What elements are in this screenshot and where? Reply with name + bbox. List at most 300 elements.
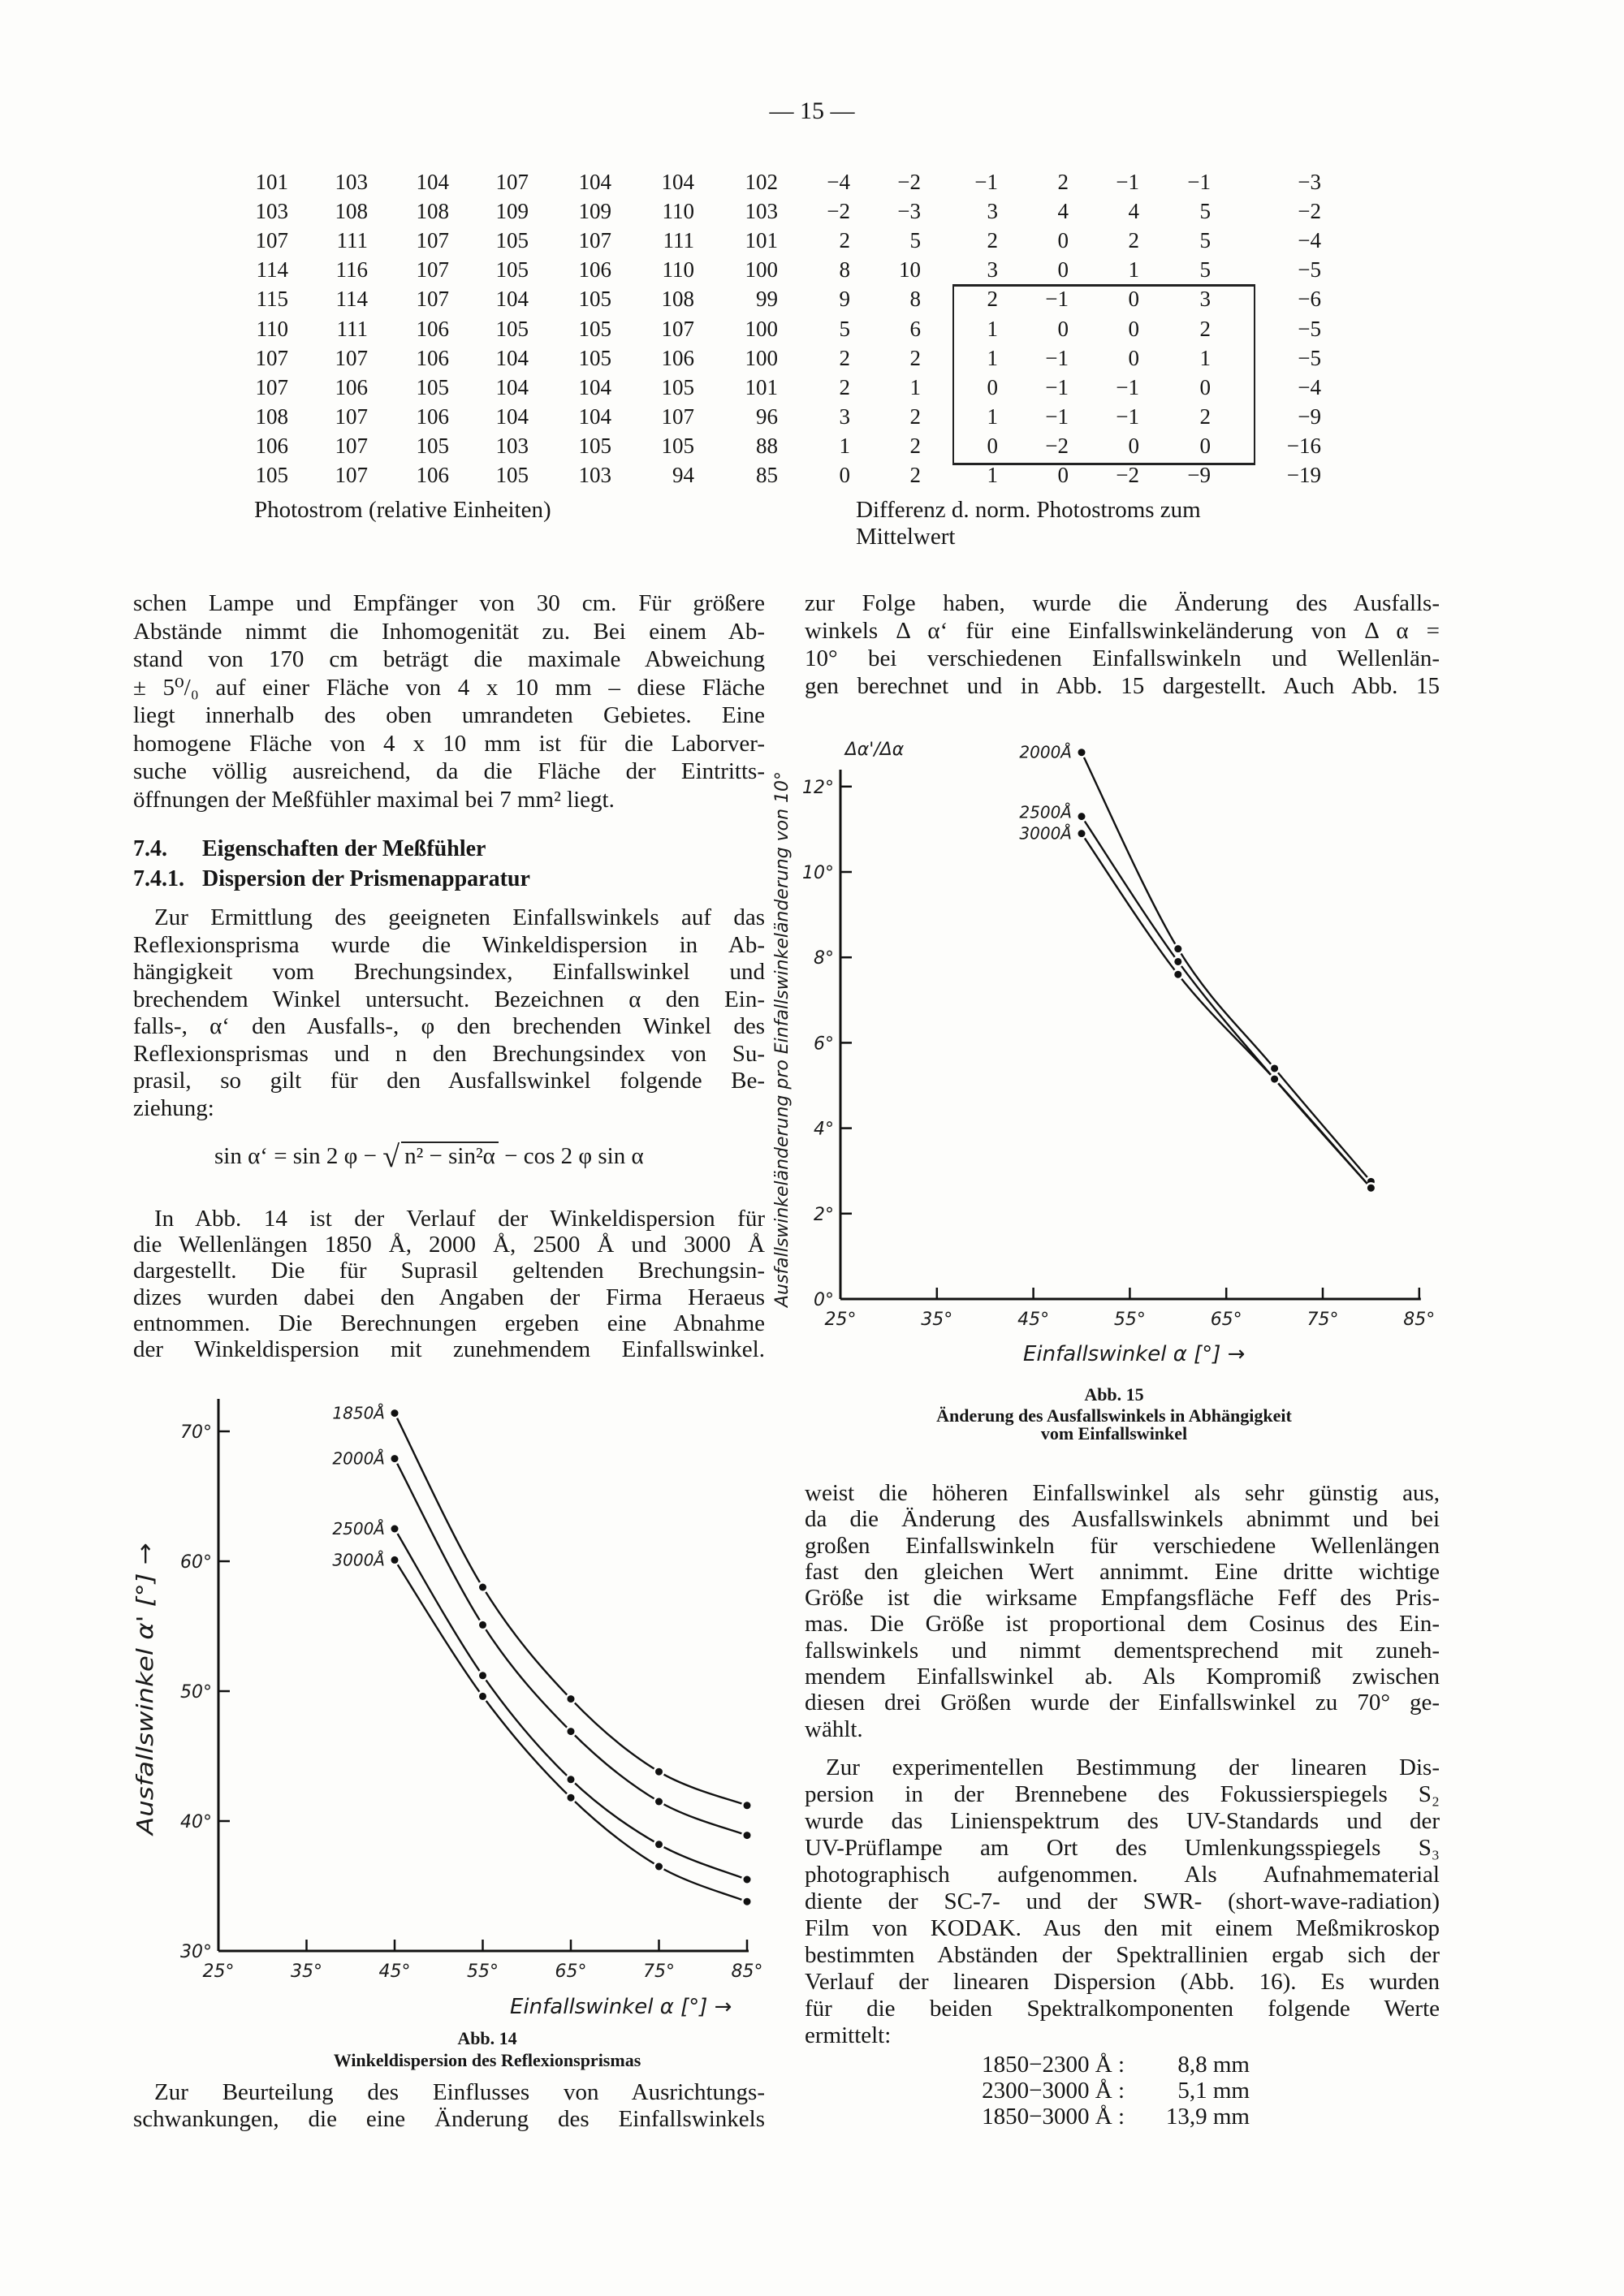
table-cell: 2 bbox=[987, 228, 998, 253]
figure-caption-14 bbox=[244, 2030, 731, 2069]
table-cell: 2 bbox=[909, 463, 921, 487]
table-cell: 108 bbox=[255, 404, 288, 429]
formula bbox=[214, 1139, 644, 1175]
table-cell: 0 bbox=[1057, 316, 1069, 341]
data-point bbox=[1174, 971, 1181, 978]
table-cell: 107 bbox=[255, 228, 288, 253]
table-cell: 101 bbox=[255, 170, 288, 194]
formula-prefix: sin α‘ = sin 2 φ − bbox=[214, 1143, 377, 1169]
paragraph bbox=[133, 1206, 765, 1362]
data-point bbox=[568, 1695, 575, 1703]
table-cell: 1 bbox=[1128, 257, 1139, 283]
table-cell: 107 bbox=[255, 374, 288, 399]
table-cell: 101 bbox=[745, 228, 778, 253]
table-cell: 0 bbox=[1057, 228, 1069, 253]
paragraph bbox=[133, 589, 765, 814]
table-cell: 106 bbox=[578, 257, 611, 283]
text-line: für die beiden Spektralkomponenten folgende Werte bbox=[805, 1996, 1440, 2022]
text-line: bestimmten Abständen der Spektrallinien ergab sich der bbox=[805, 1942, 1440, 1968]
table-cell: 0 bbox=[839, 463, 850, 487]
table-cell: −2 bbox=[1045, 433, 1069, 458]
table-cell: 114 bbox=[335, 287, 368, 312]
table-cell: −19 bbox=[1286, 463, 1321, 487]
text-line: prasil, so gilt für den Ausfallswinkel folgende Be- bbox=[133, 1068, 765, 1094]
table-cell: 104 bbox=[495, 345, 529, 370]
x-tick-label: 45° bbox=[378, 1962, 411, 1982]
text-line: zur Folge haben, wurde die Änderung des Ausfalls- bbox=[805, 590, 1440, 616]
subsection-heading bbox=[133, 866, 530, 892]
value-row bbox=[950, 2104, 1250, 2130]
chart-abb15 bbox=[763, 731, 1445, 1372]
data-point bbox=[391, 1455, 399, 1462]
y-tick-label: 50° bbox=[180, 1682, 212, 1703]
text-line: falls-, α‘ den Ausfalls-, φ den brechenden Winkel des bbox=[133, 1013, 765, 1039]
data-point bbox=[744, 1802, 751, 1809]
data-point bbox=[744, 1876, 751, 1884]
text-line: diente der SC-7- und der SWR- (short-wave-radiation) bbox=[805, 1888, 1440, 1914]
value-row bbox=[950, 2052, 1250, 2078]
text-line: mendem Einfallswinkel ab. Als Kompromiß zwischen bbox=[805, 1664, 1440, 1690]
y-tick-label: 6° bbox=[814, 1034, 834, 1055]
data-point bbox=[479, 1672, 486, 1679]
x-tick-label: 65° bbox=[1210, 1310, 1242, 1330]
table-cell: −5 bbox=[1298, 345, 1321, 370]
table-cell: 105 bbox=[495, 257, 529, 283]
text-line: wählt. bbox=[805, 1716, 863, 1742]
table-cell: 106 bbox=[335, 374, 368, 399]
y-tick-label: 4° bbox=[814, 1119, 834, 1140]
table-cell: 104 bbox=[578, 170, 611, 194]
table-cell: 0 bbox=[987, 433, 998, 458]
series-label: 2500Å bbox=[1019, 802, 1072, 822]
table-cell: 0 bbox=[1057, 257, 1069, 283]
table-cell: 104 bbox=[495, 287, 529, 312]
table-cell: 107 bbox=[335, 345, 368, 370]
text-line: hängigkeit vom Brechungsindex, Einfallswinkel und bbox=[133, 959, 765, 985]
x-tick-label: 55° bbox=[467, 1962, 499, 1982]
y-tick-label: 40° bbox=[180, 1812, 212, 1832]
table-cell: 1 bbox=[987, 345, 998, 370]
text-line: winkels Δ α‘ für eine Einfallswinkeländerung von Δ α = bbox=[805, 618, 1440, 644]
text-line: Zur Beurteilung des Einflusses von Ausrichtungs- bbox=[154, 2079, 765, 2105]
text-line: liegt innerhalb des oben umrandeten Gebietes. Eine bbox=[133, 702, 765, 728]
text-line: mas. Die Größe ist proportional dem Cosinus des Ein- bbox=[805, 1611, 1440, 1638]
data-point bbox=[1271, 1064, 1278, 1072]
range: 2300−3000 Å : bbox=[982, 2078, 1125, 2104]
table-cell: 2 bbox=[839, 228, 850, 253]
table-cell: 107 bbox=[335, 404, 368, 429]
caption-line: Differenz d. norm. Photostroms zum bbox=[856, 497, 1201, 523]
data-point bbox=[1367, 1185, 1375, 1192]
table-cell: 0 bbox=[1128, 316, 1139, 341]
x-tick-label: 35° bbox=[921, 1310, 953, 1330]
y-axis-title: Ausfallswinkeländerung pro Einfallswinkeländerung von 10° bbox=[772, 770, 793, 1307]
table-cell: 115 bbox=[256, 287, 288, 312]
table-cell: 2 bbox=[909, 433, 921, 458]
table-cell: −2 bbox=[827, 199, 850, 224]
table-cell: 109 bbox=[578, 199, 611, 224]
table-cell: 114 bbox=[256, 257, 288, 283]
table-cell: 99 bbox=[756, 287, 778, 312]
table-cell: −5 bbox=[1298, 316, 1321, 341]
table-cell: 3 bbox=[839, 404, 850, 429]
table-cell: 88 bbox=[756, 433, 778, 458]
data-point bbox=[1174, 958, 1181, 965]
text-line: persion in der Brennebene des Fokussierspiegels S₂ bbox=[805, 1781, 1440, 1807]
chart-abb14 bbox=[122, 1372, 788, 2022]
paragraph bbox=[805, 1754, 1440, 2049]
table-cell: 103 bbox=[335, 170, 368, 194]
x-axis-title: Einfallswinkel α [°] → bbox=[1023, 1342, 1246, 1366]
table-cell: 3 bbox=[987, 199, 998, 224]
series-label: 2500Å bbox=[332, 1519, 385, 1539]
text-line: ± 5⁰/₀ auf einer Fläche von 4 x 10 mm – diese Fläche bbox=[133, 674, 765, 701]
text-line: großen Einfallswinkeln für verschiedene Wellenlängen bbox=[805, 1532, 1440, 1559]
y-tick-label: 12° bbox=[802, 777, 834, 798]
table-cell: 2 bbox=[1199, 404, 1211, 429]
x-tick-label: 75° bbox=[643, 1962, 675, 1982]
paragraph bbox=[133, 2079, 765, 2133]
text-line: die Wellenlängen 1850 Å, 2000 Å, 2500 Å und 3000 Å bbox=[133, 1232, 765, 1258]
table-cell: 109 bbox=[495, 199, 529, 224]
table-cell: 101 bbox=[745, 374, 778, 399]
table-cell: 103 bbox=[578, 463, 611, 487]
table-cell: 106 bbox=[416, 345, 449, 370]
y-tick-label: 10° bbox=[802, 863, 834, 883]
text-line: gen berechnet und in Abb. 15 dargestellt. Auch Abb. 15 bbox=[805, 673, 1440, 699]
table-cell: 2 bbox=[909, 345, 921, 370]
table-cell: 107 bbox=[495, 170, 529, 194]
paragraph bbox=[805, 1480, 1440, 1742]
data-point bbox=[479, 1621, 486, 1629]
paragraph bbox=[805, 589, 1440, 700]
figure-caption-15 bbox=[870, 1386, 1358, 1443]
data-point bbox=[479, 1693, 486, 1700]
text-line: Abstände nimmt die Inhomogenität zu. Bei einem Ab- bbox=[133, 618, 765, 645]
table-cell: −9 bbox=[1298, 404, 1321, 429]
series-line bbox=[1082, 834, 1371, 1189]
dispersion-values bbox=[950, 2052, 1250, 2130]
table-cell: 104 bbox=[578, 404, 611, 429]
table-cell: −16 bbox=[1286, 433, 1321, 458]
table-cell: 102 bbox=[745, 170, 778, 194]
table-cell: 2 bbox=[1199, 316, 1211, 341]
table-cell: −1 bbox=[1116, 404, 1139, 429]
table-cell: 100 bbox=[745, 316, 778, 341]
table-cell: 85 bbox=[756, 463, 778, 487]
range: 1850−2300 Å : bbox=[982, 2052, 1125, 2078]
table-cell: 8 bbox=[839, 257, 850, 283]
x-tick-label: 45° bbox=[1017, 1310, 1050, 1330]
formula-suffix: − cos 2 φ sin α bbox=[504, 1143, 644, 1169]
table-cell: 107 bbox=[255, 345, 288, 370]
table-cell: 0 bbox=[1057, 463, 1069, 487]
text-line: 10° bei verschiedenen Einfallswinkeln und Wellenlän- bbox=[805, 645, 1440, 671]
data-point bbox=[1174, 945, 1181, 952]
table-cell: 106 bbox=[661, 345, 694, 370]
series-line bbox=[395, 1413, 747, 1806]
table-cell: 108 bbox=[416, 199, 449, 224]
data-point bbox=[655, 1863, 663, 1871]
text-line: schen Lampe und Empfänger von 30 cm. Für größere bbox=[133, 590, 765, 616]
sqrt-icon: √ bbox=[382, 1140, 400, 1174]
table-cell: 1 bbox=[1199, 345, 1211, 370]
table-cell: 105 bbox=[661, 433, 694, 458]
table-cell: −6 bbox=[1298, 287, 1321, 312]
data-point bbox=[568, 1776, 575, 1783]
y-tick-label: 60° bbox=[180, 1552, 212, 1573]
x-tick-label: 25° bbox=[202, 1962, 235, 1982]
y-axis-unit-label: Δα'/Δα bbox=[844, 740, 905, 760]
table-cell: 111 bbox=[663, 228, 694, 253]
table-cell: 107 bbox=[416, 228, 449, 253]
text-line: Film von KODAK. Aus den mit einem Meßmikroskop bbox=[805, 1915, 1440, 1941]
text-line: UV-Prüflampe am Ort des Umlenkungsspiegels S₃ bbox=[805, 1835, 1440, 1861]
table-cell: 105 bbox=[495, 463, 529, 487]
data-point bbox=[655, 1768, 663, 1776]
table-cell: 2 bbox=[839, 374, 850, 399]
figure-title: Winkeldispersion des Reflexionsprismas bbox=[333, 2050, 641, 2070]
table-cell: 108 bbox=[335, 199, 368, 224]
paragraph bbox=[133, 904, 765, 1122]
table-cell: 104 bbox=[416, 170, 449, 194]
range: 1850−3000 Å : bbox=[982, 2104, 1125, 2130]
differenz-caption bbox=[856, 497, 1201, 550]
table-cell: −3 bbox=[897, 199, 921, 224]
table-cell: 0 bbox=[1199, 433, 1211, 458]
text-line: Zur Ermittlung des geeigneten Einfallswinkels auf das bbox=[154, 904, 765, 930]
figure-title: Änderung des Ausfallswinkels in Abhängigkeit bbox=[936, 1405, 1292, 1426]
table-cell: 0 bbox=[1128, 433, 1139, 458]
data-point bbox=[1271, 1076, 1278, 1083]
value-row bbox=[950, 2078, 1250, 2104]
value: 5,1 mm bbox=[1177, 2078, 1250, 2104]
text-line: fallswinkels und nimmt dementsprechend mit zuneh- bbox=[805, 1637, 1440, 1664]
table-cell: 110 bbox=[662, 257, 694, 283]
y-tick-label: 2° bbox=[814, 1204, 834, 1225]
text-line: weist die höheren Einfallswinkel als sehr günstig aus, bbox=[805, 1480, 1440, 1506]
table-cell: 107 bbox=[335, 463, 368, 487]
table-cell: 116 bbox=[335, 257, 368, 283]
series-label: 3000Å bbox=[332, 1550, 385, 1570]
table-cell: 107 bbox=[661, 404, 694, 429]
section-heading bbox=[133, 836, 486, 862]
table-cell: 105 bbox=[661, 374, 694, 399]
table-cell: −5 bbox=[1298, 257, 1321, 283]
data-point bbox=[744, 1832, 751, 1839]
data-point bbox=[391, 1556, 399, 1564]
table-cell: 100 bbox=[745, 345, 778, 370]
figure-label: Abb. 14 bbox=[457, 2028, 517, 2048]
table-cell: 110 bbox=[256, 316, 288, 341]
page-number: — 15 — bbox=[769, 97, 855, 124]
y-tick-label: 70° bbox=[180, 1422, 212, 1443]
table-cell: 9 bbox=[839, 287, 850, 312]
table-cell: 2 bbox=[1128, 228, 1139, 253]
text-line: schwankungen, die eine Änderung des Einfallswinkels bbox=[133, 2106, 765, 2132]
x-tick-label: 65° bbox=[555, 1962, 587, 1982]
x-tick-label: 85° bbox=[1403, 1310, 1436, 1330]
table-cell: 107 bbox=[661, 316, 694, 341]
table-cell: 0 bbox=[1128, 287, 1139, 312]
table-cell: 5 bbox=[909, 228, 921, 253]
table-cell: 106 bbox=[255, 433, 288, 458]
text-line: dargestellt. Die für Suprasil geltenden Brechungsin- bbox=[133, 1258, 765, 1284]
table-cell: −1 bbox=[1045, 345, 1069, 370]
table-cell: 2 bbox=[839, 345, 850, 370]
x-axis-title: Einfallswinkel α [°] → bbox=[510, 1995, 732, 2019]
table-cell: 105 bbox=[578, 345, 611, 370]
table-cell: 107 bbox=[416, 287, 449, 312]
caption-line: Mittelwert bbox=[856, 524, 956, 550]
table-cell: 5 bbox=[1199, 257, 1211, 283]
table-cell: 2 bbox=[1057, 170, 1069, 194]
text-line: ermittelt: bbox=[805, 2022, 892, 2048]
text-line: brechendem Winkel untersucht. Bezeichnen α den Ein- bbox=[133, 986, 765, 1012]
photostrom-caption: Photostrom (relative Einheiten) bbox=[254, 497, 551, 523]
x-tick-label: 25° bbox=[824, 1310, 857, 1330]
table-cell: −2 bbox=[897, 170, 921, 194]
table-cell: 107 bbox=[335, 433, 368, 458]
text-line: entnommen. Die Berechnungen ergeben eine Abnahme bbox=[133, 1310, 765, 1336]
table-cell: 106 bbox=[416, 463, 449, 487]
table-cell: 0 bbox=[1199, 374, 1211, 399]
table-cell: 111 bbox=[336, 228, 368, 253]
table-cell: 104 bbox=[578, 374, 611, 399]
series-line bbox=[1082, 753, 1371, 1182]
y-tick-label: 30° bbox=[180, 1942, 212, 1962]
text-line: Verlauf der linearen Dispersion (Abb. 16). Es wurden bbox=[805, 1969, 1440, 1995]
table-cell: 1 bbox=[839, 433, 850, 458]
data-point bbox=[568, 1794, 575, 1802]
x-tick-label: 35° bbox=[291, 1962, 322, 1982]
text-line: Zur experimentellen Bestimmung der linearen Dis- bbox=[826, 1754, 1440, 1780]
text-line: fast den gleichen Wert annimmt. Eine dritte wichtige bbox=[805, 1558, 1440, 1585]
section-title: Dispersion der Prismenapparatur bbox=[202, 866, 530, 891]
table-cell: 105 bbox=[416, 374, 449, 399]
table-cell: −4 bbox=[1298, 374, 1321, 399]
table-cell: 105 bbox=[416, 433, 449, 458]
data-point bbox=[1078, 830, 1086, 837]
table-cell: 1 bbox=[987, 404, 998, 429]
table-cell: 8 bbox=[909, 287, 921, 312]
y-tick-label: 8° bbox=[814, 948, 834, 969]
table-cell: −4 bbox=[1298, 228, 1321, 253]
section-number: 7.4. bbox=[133, 836, 167, 861]
data-point bbox=[744, 1898, 751, 1905]
table-cell: 105 bbox=[578, 433, 611, 458]
text-line: diesen drei Größen wurde der Einfallswinkel zu 70° ge- bbox=[805, 1690, 1440, 1716]
x-tick-label: 85° bbox=[731, 1962, 763, 1982]
value: 8,8 mm bbox=[1177, 2052, 1250, 2078]
table-cell: 100 bbox=[745, 257, 778, 283]
y-tick-label: 0° bbox=[814, 1290, 834, 1310]
text-line: dizes wurden dabei den Angaben der Firma Heraeus bbox=[133, 1284, 765, 1310]
table-cell: −1 bbox=[974, 170, 998, 194]
table-cell: 105 bbox=[495, 228, 529, 253]
text-line: Reflexionsprisma wurde die Winkeldispersion in Ab- bbox=[133, 931, 765, 958]
table-cell: 107 bbox=[416, 257, 449, 283]
table-cell: −2 bbox=[1298, 199, 1321, 224]
table-cell: 105 bbox=[495, 316, 529, 341]
data-point bbox=[391, 1409, 399, 1417]
table-cell: 104 bbox=[495, 374, 529, 399]
value: 13,9 mm bbox=[1165, 2104, 1250, 2130]
table-cell: −1 bbox=[1045, 287, 1069, 312]
table-cell: 0 bbox=[987, 374, 998, 399]
y-axis-title: Ausfallswinkel α' [°] → bbox=[132, 1582, 158, 1835]
text-line: In Abb. 14 ist der Verlauf der Winkeldispersion für bbox=[154, 1206, 765, 1232]
table-cell: 5 bbox=[839, 316, 850, 341]
table-cell: 5 bbox=[1199, 199, 1211, 224]
text-line: stand von 170 cm beträgt die maximale Abweichung bbox=[133, 646, 765, 672]
series-label: 1850Å bbox=[332, 1403, 385, 1423]
figure-title: vom Einfallswinkel bbox=[1040, 1423, 1188, 1444]
table-cell: 1 bbox=[909, 374, 921, 399]
table-cell: 107 bbox=[578, 228, 611, 253]
data-point bbox=[1078, 749, 1086, 756]
table-cell: 10 bbox=[899, 257, 921, 283]
table-cell: −1 bbox=[1045, 404, 1069, 429]
text-line: wurde das Linienspektrum des UV-Standards und der bbox=[805, 1808, 1440, 1834]
table-cell: 103 bbox=[495, 433, 529, 458]
table-cell: 96 bbox=[756, 404, 778, 429]
table-cell: 106 bbox=[416, 404, 449, 429]
x-tick-label: 75° bbox=[1307, 1310, 1339, 1330]
data-point bbox=[1078, 813, 1086, 820]
table-cell: 103 bbox=[255, 199, 288, 224]
table-cell: 106 bbox=[416, 316, 449, 341]
table-cell: −3 bbox=[1298, 170, 1321, 194]
table-cell: 2 bbox=[909, 404, 921, 429]
text-line: da die Änderung des Ausfallswinkels abnimmt und bei bbox=[805, 1506, 1440, 1533]
table-cell: 105 bbox=[255, 463, 288, 487]
text-line: Größe ist die wirksame Empfangsfläche Feff des Pris- bbox=[805, 1585, 1440, 1612]
text-line: suche völlig ausreichend, da die Fläche der Eintritts- bbox=[133, 758, 765, 784]
table-cell: −2 bbox=[1116, 463, 1139, 487]
series-label: 2000Å bbox=[1019, 742, 1072, 762]
table-cell: 104 bbox=[495, 404, 529, 429]
formula-radicand: n² − sin²α bbox=[401, 1142, 499, 1170]
table-cell: 3 bbox=[987, 257, 998, 283]
text-line: photographisch aufgenommen. Als Aufnahmematerial bbox=[805, 1862, 1440, 1888]
data-point bbox=[391, 1526, 399, 1533]
table-cell: 104 bbox=[661, 170, 694, 194]
table-cell: 1 bbox=[987, 463, 998, 487]
table-cell: 105 bbox=[578, 287, 611, 312]
table-cell: 2 bbox=[987, 287, 998, 312]
table-cell: 4 bbox=[1057, 199, 1069, 224]
table-cell: 108 bbox=[661, 287, 694, 312]
table-cell: −1 bbox=[1116, 374, 1139, 399]
table-cell: 103 bbox=[745, 199, 778, 224]
data-point bbox=[479, 1584, 486, 1591]
x-tick-label: 55° bbox=[1113, 1310, 1146, 1330]
text-line: Reflexionsprismas und n den Brechungsindex von Su- bbox=[133, 1040, 765, 1067]
table-cell: 110 bbox=[662, 199, 694, 224]
table-cell: −4 bbox=[827, 170, 850, 194]
section-number: 7.4.1. bbox=[133, 866, 184, 891]
table-cell: 111 bbox=[336, 316, 368, 341]
table-cell: 5 bbox=[1199, 228, 1211, 253]
data-point bbox=[655, 1841, 663, 1848]
series-label: 2000Å bbox=[332, 1448, 385, 1469]
text-line: der Winkeldispersion mit zunehmendem Einfallswinkel. bbox=[133, 1336, 765, 1363]
table-cell: −1 bbox=[1116, 170, 1139, 194]
section-title: Eigenschaften der Meßfühler bbox=[202, 836, 486, 861]
figure-label: Abb. 15 bbox=[1084, 1384, 1144, 1405]
table-cell: 105 bbox=[578, 316, 611, 341]
